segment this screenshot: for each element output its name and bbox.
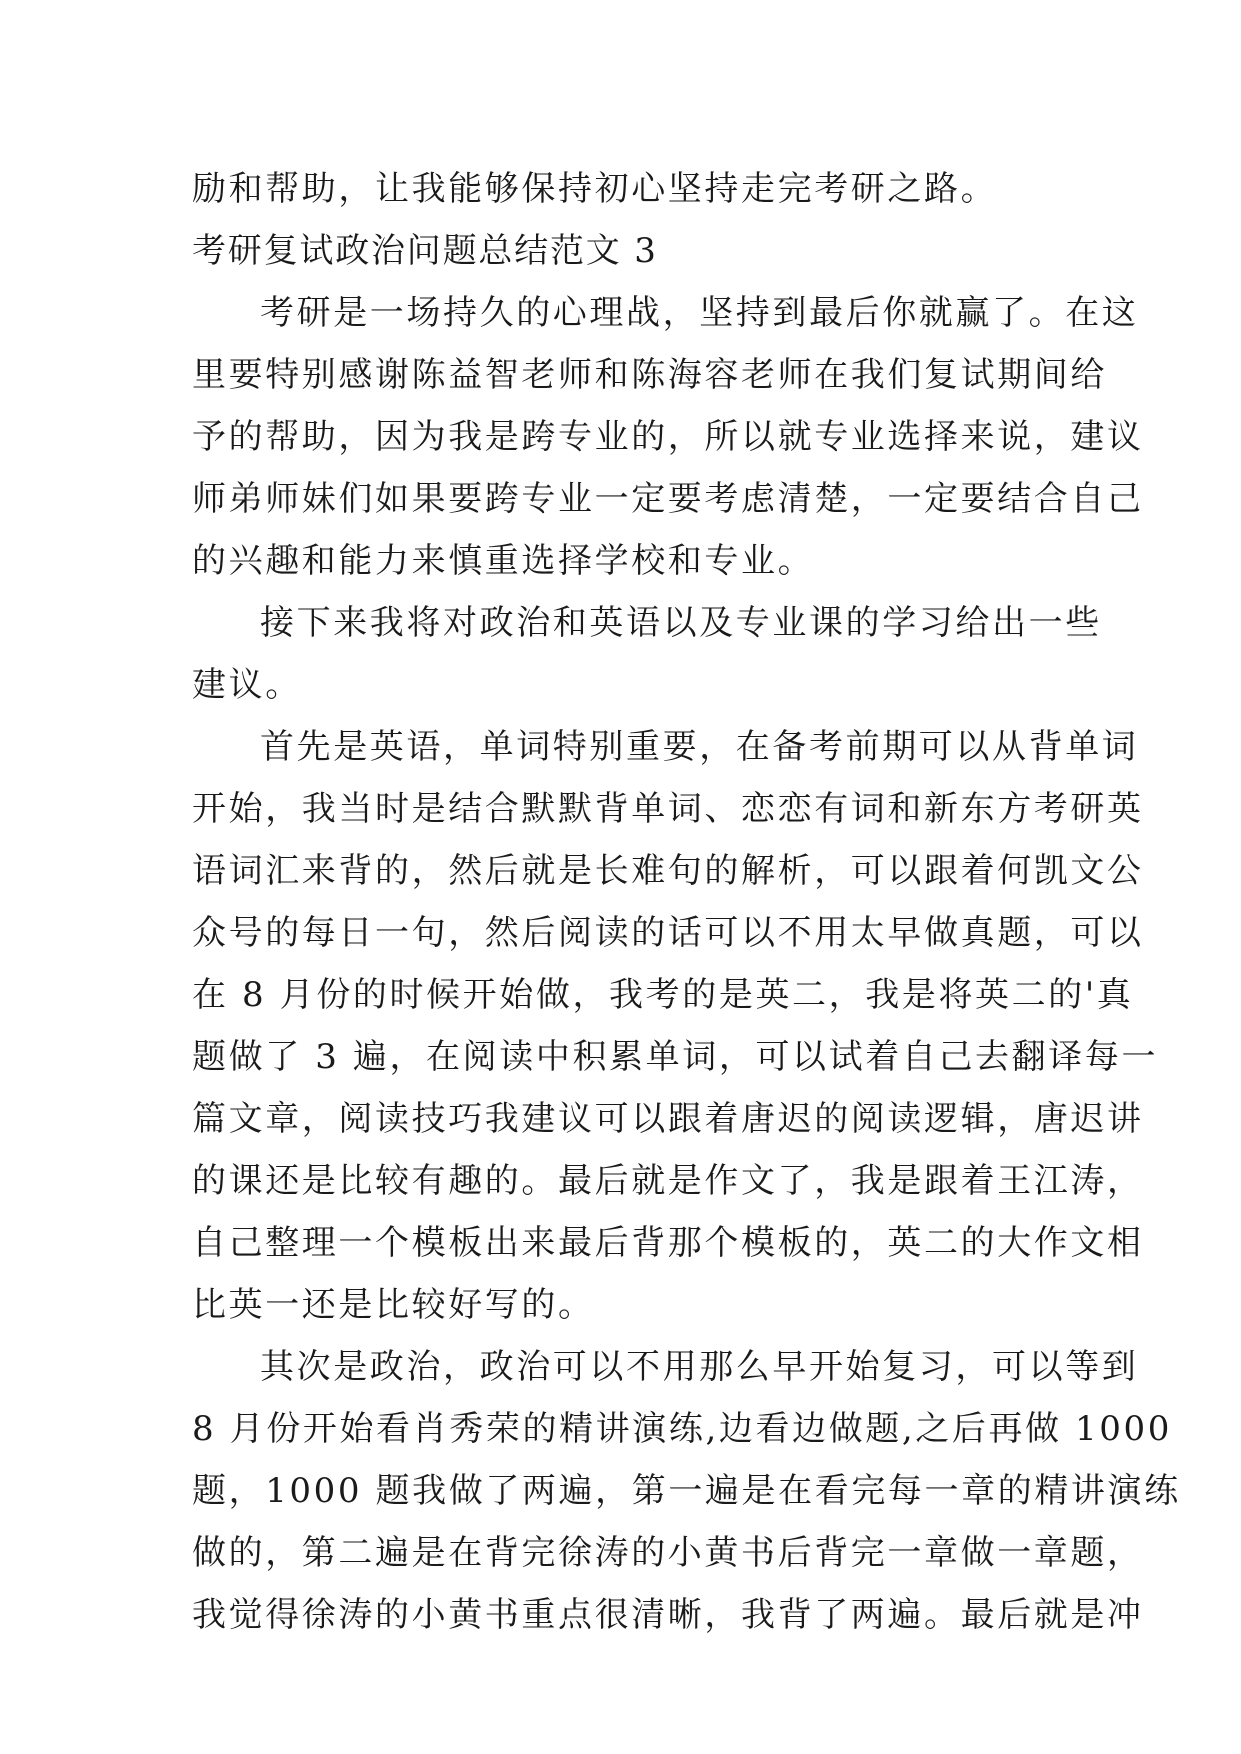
text-line: 众号的每日一句，然后阅读的话可以不用太早做真题，可以 [192,913,1144,953]
text-line: 我觉得徐涛的小黄书重点很清晰，我背了两遍。最后就是冲 [192,1595,1144,1635]
paragraph-3 [192,716,1159,1336]
text-line: 的兴趣和能力来慎重选择学校和专业。 [192,541,815,581]
paragraph-4 [192,1336,1181,1646]
text-line: 考研是一场持久的心理战，坚持到最后你就赢了。在这 [260,293,1139,333]
text-line: 比英一还是比较好写的。 [192,1285,595,1325]
text-line: 接下来我将对政治和英语以及专业课的学习给出一些 [260,603,1102,643]
text-line: 的课还是比较有趣的。最后就是作文了，我是跟着王江涛， [192,1161,1144,1201]
text-line: 建议。 [192,665,302,705]
text-line: 里要特别感谢陈益智老师和陈海容老师在我们复试期间给 [192,355,1107,395]
text-line: 题，1000 题我做了两遍，第一遍是在看完每一章的精讲演练 [192,1471,1181,1511]
text-line: 师弟师妹们如果要跨专业一定要考虑清楚，一定要结合自己 [192,479,1144,519]
text-line: 首先是英语，单词特别重要，在备考前期可以从背单词 [260,727,1139,767]
section-heading: 考研复试政治问题总结范文 3 [192,231,658,271]
text-line: 在 8 月份的时候开始做，我考的是英二，我是将英二的'真 [192,975,1134,1015]
text-line: 开始，我当时是结合默默背单词、恋恋有词和新东方考研英 [192,789,1144,829]
opening-line: 励和帮助，让我能够保持初心坚持走完考研之路。 [192,169,998,209]
text-line: 篇文章，阅读技巧我建议可以跟着唐迟的阅读逻辑，唐迟讲 [192,1099,1144,1139]
text-line: 8 月份开始看肖秀荣的精讲演练,边看边做题,之后再做 1000 [192,1409,1172,1449]
paragraph-2 [192,592,1102,716]
text-line: 语词汇来背的，然后就是长难句的解析，可以跟着何凯文公 [192,851,1144,891]
text-line: 自己整理一个模板出来最后背那个模板的，英二的大作文相 [192,1223,1144,1263]
text-line: 题做了 3 遍，在阅读中积累单词，可以试着自己去翻译每一 [192,1037,1159,1077]
text-line: 做的，第二遍是在背完徐涛的小黄书后背完一章做一章题， [192,1533,1144,1573]
text-line: 其次是政治，政治可以不用那么早开始复习，可以等到 [260,1347,1139,1387]
document-body [192,158,1181,1646]
paragraph-1 [192,282,1144,592]
text-line: 予的帮助，因为我是跨专业的，所以就专业选择来说，建议 [192,417,1144,457]
